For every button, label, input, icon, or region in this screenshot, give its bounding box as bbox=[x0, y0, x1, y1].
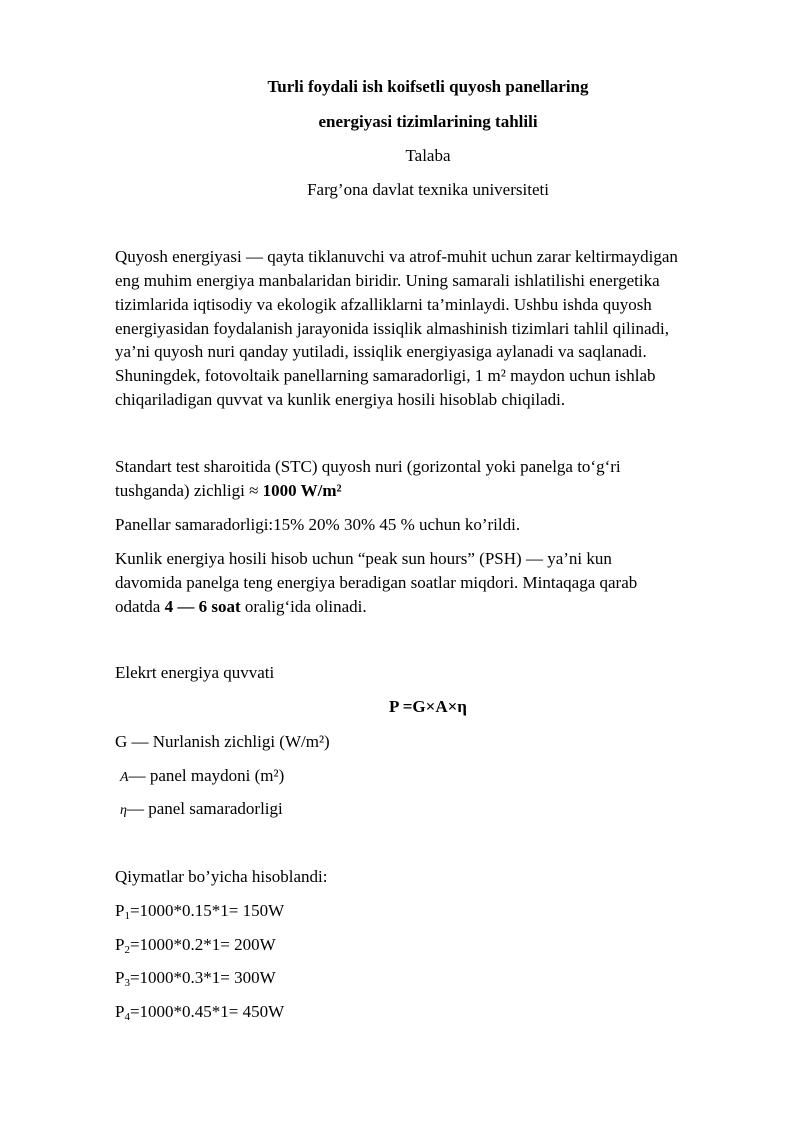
affiliation: Farg’ona davlat texnika universiteti bbox=[307, 180, 549, 199]
result-expression: =1000*0.3*1= 300W bbox=[129, 968, 276, 987]
intro-line: ya’ni quyosh nuri qanday yutiladi, issiqlik energiyasiga aylanadi va saqlanadi. bbox=[115, 342, 647, 361]
result-symbol: P bbox=[115, 935, 125, 954]
symbol-eta: η bbox=[120, 803, 127, 818]
definition-g: G — Nurlanish zichligi (W/m²) bbox=[115, 732, 330, 751]
intro-line: chiqariladigan quvvat va kunlik energiya hosili hisoblab chiqiladi. bbox=[115, 390, 566, 409]
stc-line-1: Standart test sharoitida (STC) quyosh nuri (gorizontal yoki panelga to‘g‘ri bbox=[115, 457, 621, 476]
stc-text: tushganda) zichligi ≈ bbox=[115, 481, 263, 500]
psh-line-3 bbox=[115, 597, 367, 617]
definition-eta bbox=[120, 799, 283, 820]
formula-heading: Elekrt energiya quvvati bbox=[115, 663, 275, 682]
psh-line-2: davomida panelga teng energiya beradigan soatlar miqdori. Mintaqaga qarab bbox=[115, 573, 638, 592]
stc-line-2 bbox=[115, 481, 342, 501]
result-symbol: P bbox=[115, 901, 125, 920]
psh-text-end: oralig‘ida olinadi. bbox=[240, 597, 367, 616]
result-expression: =1000*0.45*1= 450W bbox=[129, 1002, 285, 1021]
result-expression: =1000*0.15*1= 150W bbox=[129, 901, 285, 920]
stc-value: 1000 W/m² bbox=[262, 481, 342, 500]
formula-equation: P =G×A×η bbox=[389, 697, 467, 716]
intro-line: Quyosh energiyasi — qayta tiklanuvchi va atrof-muhit uchun zarar keltirmaydigan bbox=[115, 247, 678, 266]
title-line-2: energiyasi tizimlarining tahlili bbox=[318, 112, 538, 131]
author: Talaba bbox=[405, 146, 451, 165]
intro-line: Shuningdek, fotovoltaik panellarning samaradorligi, 1 m² maydon uchun ishlab bbox=[115, 366, 656, 385]
psh-text: odatda bbox=[115, 597, 165, 616]
result-symbol: P bbox=[115, 968, 125, 987]
result-row bbox=[115, 935, 276, 955]
result-expression: =1000*0.2*1= 200W bbox=[129, 935, 276, 954]
result-row bbox=[115, 901, 284, 921]
psh-line-1: Kunlik energiya hosili hisob uchun “peak sun hours” (PSH) — ya’ni kun bbox=[115, 549, 612, 568]
intro-line: tizimlarida iqtisodiy va ekologik afzalliklarni ta’minlaydi. Ushbu ishda quyosh bbox=[115, 295, 652, 314]
result-subscript: 4 bbox=[124, 1011, 130, 1023]
result-row bbox=[115, 1002, 284, 1022]
result-subscript: 2 bbox=[124, 944, 130, 956]
intro-line: energiyasidan foydalanish jarayonida issiqlik almashinish tizimlari tahlil qilinadi, bbox=[115, 319, 669, 338]
psh-range: 4 — 6 soat bbox=[164, 597, 241, 616]
title-line-1: Turli foydali ish koifsetli quyosh panellaring bbox=[267, 77, 589, 96]
intro-line: eng muhim energiya manbalaridan biridir. Uning samarali ishlatilishi energetika bbox=[115, 271, 660, 290]
symbol-a: A bbox=[120, 770, 129, 785]
efficiency-line: Panellar samaradorligi:15% 20% 30% 45 % uchun ko’rildi. bbox=[115, 515, 521, 534]
definition-a bbox=[120, 766, 284, 787]
result-subscript: 3 bbox=[124, 977, 130, 989]
result-row bbox=[115, 968, 276, 988]
definition-a-text: — panel maydoni (m²) bbox=[128, 766, 285, 785]
result-subscript: 1 bbox=[124, 910, 130, 922]
results-heading: Qiymatlar bo’yicha hisoblandi: bbox=[115, 867, 328, 886]
result-symbol: P bbox=[115, 1002, 125, 1021]
definition-eta-text: — panel samaradorligi bbox=[126, 799, 283, 818]
